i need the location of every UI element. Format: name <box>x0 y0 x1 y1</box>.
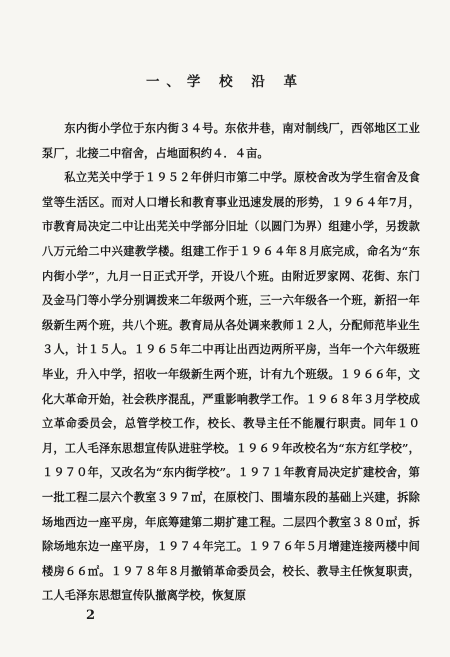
body-text <box>42 116 420 608</box>
section-title: 一、学 校 沿 革 <box>145 74 305 90</box>
paragraph-location: 东内街小学位于东内街３４号。东依井巷，南对制线厂，西邻地区工业泵厂，北接二中宿舍，占地面积约４．４亩。 <box>42 121 420 160</box>
page-number: 2 <box>86 608 96 623</box>
paragraph-history: 私立芜关中学于１９５２年併归市第二中学。原校舍改为学生宿舍及食堂等生活区。而对人口增长和教育事业迅速发展的形势，１９６４年7月，市教育局决定二中让出芜关中学部分旧址（以圆门为界）组建小学，另拨款八万元给二中兴建教学楼。组建工作于１９６４年８月底完成，命名为“东内街小学”，九月一日正式开学，开设八个班。由附近罗家网、花街、东门及金马门等小学分别调拨来二年级两个班，三一六年级各一个班，新招一年级新生两个班，共八个班。教育局从各处调来教师１２人，分配师范毕业生３人，计１５人。１９６５年二中再让出西边两所平房，当年一个六年级班毕业，升入中学，招收一年级新生两个班，计有九个班级。１９６６年，文化大革命开始，社会秩序混乱，严重影响教学工作。１９６８年３月学校成立革命委员会，总管学校工作，校长、教导主任不能履行职责。同年１０月，工人毛泽东思想宣传队进驻学校。１９６９年改校名为“东方红学校”，１９７０年，又改名为“东内街学校”。１９７１年教育局决定扩建校舍，第一批工程二层六个教室３９７㎡，在原校门、围墙东段的基础上兴建，拆除场地西边一座平房，年底筹建第二期扩建工程。二层四个教室３８０㎡，拆除场地东边一座平房，１９７４年完工。１９７６年５月增建连接两楼中间楼房６６㎡。１９７８年８月撤销革命委员会，校长、教导主任恢复职责，工人毛泽东思想宣传队撤离学校，恢复原 <box>42 170 420 603</box>
